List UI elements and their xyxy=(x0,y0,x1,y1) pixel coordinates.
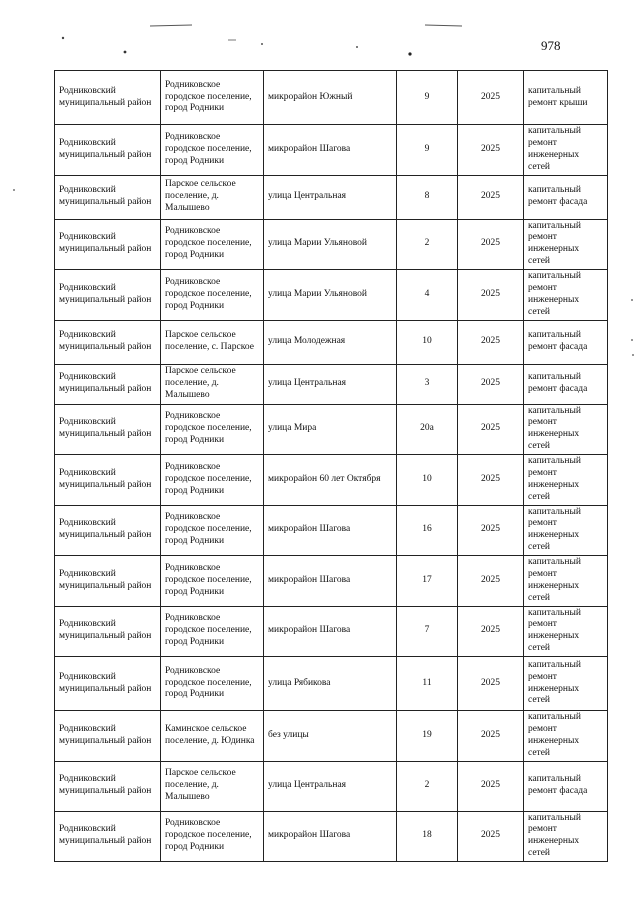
district-cell: Родниковский муниципальный район xyxy=(55,761,161,811)
year-cell: 2025 xyxy=(458,711,524,762)
house-number-cell: 7 xyxy=(397,606,458,657)
table-row xyxy=(55,320,608,364)
house-number-cell: 16 xyxy=(397,505,458,556)
work-type-cell: капитальный ремонт инженерных сетей xyxy=(524,556,608,607)
table-row xyxy=(55,606,608,657)
street-cell: микрорайон 60 лет Октября xyxy=(264,455,397,506)
year-cell: 2025 xyxy=(458,364,524,404)
district-cell: Родниковский муниципальный район xyxy=(55,455,161,506)
settlement-cell: Родниковское городское поселение, город Родники xyxy=(161,556,264,607)
house-number-cell: 9 xyxy=(397,125,458,176)
street-cell: без улицы xyxy=(264,711,397,762)
district-cell: Родниковский муниципальный район xyxy=(55,125,161,176)
scan-mark-dot xyxy=(356,46,358,48)
scan-mark-dot xyxy=(408,52,411,55)
district-cell: Родниковский муниципальный район xyxy=(55,556,161,607)
street-cell: улица Марии Ульяновой xyxy=(264,270,397,321)
settlement-cell: Родниковское городское поселение, город Родники xyxy=(161,455,264,506)
street-cell: улица Рябикова xyxy=(264,657,397,711)
year-cell: 2025 xyxy=(458,125,524,176)
district-cell: Родниковский муниципальный район xyxy=(55,811,161,862)
work-type-cell: капитальный ремонт инженерных сетей xyxy=(524,125,608,176)
year-cell: 2025 xyxy=(458,175,524,219)
work-type-cell: капитальный ремонт инженерных сетей xyxy=(524,270,608,321)
work-type-cell: капитальный ремонт инженерных сетей xyxy=(524,455,608,506)
settlement-cell: Родниковское городское поселение, город Родники xyxy=(161,606,264,657)
work-type-cell: капитальный ремонт инженерных сетей xyxy=(524,711,608,762)
work-type-cell: капитальный ремонт инженерных сетей xyxy=(524,404,608,455)
table-row xyxy=(55,404,608,455)
house-number-cell: 2 xyxy=(397,219,458,270)
work-type-cell: капитальный ремонт крыши xyxy=(524,71,608,125)
work-type-cell: капитальный ремонт инженерных сетей xyxy=(524,505,608,556)
table-row xyxy=(55,761,608,811)
street-cell: микрорайон Южный xyxy=(264,71,397,125)
house-number-cell: 17 xyxy=(397,556,458,607)
district-cell: Родниковский муниципальный район xyxy=(55,175,161,219)
scan-mark-dot xyxy=(631,299,633,301)
district-cell: Родниковский муниципальный район xyxy=(55,270,161,321)
settlement-cell: Родниковское городское поселение, город Родники xyxy=(161,505,264,556)
capital-repair-table xyxy=(54,70,608,862)
settlement-cell: Родниковское городское поселение, город Родники xyxy=(161,219,264,270)
table-row xyxy=(55,505,608,556)
street-cell: улица Мира xyxy=(264,404,397,455)
district-cell: Родниковский муниципальный район xyxy=(55,657,161,711)
work-type-cell: капитальный ремонт фасада xyxy=(524,175,608,219)
street-cell: микрорайон Шагова xyxy=(264,556,397,607)
work-type-cell: капитальный ремонт инженерных сетей xyxy=(524,811,608,862)
work-type-cell: капитальный ремонт фасада xyxy=(524,320,608,364)
house-number-cell: 8 xyxy=(397,175,458,219)
table-row xyxy=(55,455,608,506)
settlement-cell: Родниковское городское поселение, город Родники xyxy=(161,404,264,455)
table-row xyxy=(55,270,608,321)
year-cell: 2025 xyxy=(458,320,524,364)
house-number-cell: 2 xyxy=(397,761,458,811)
scan-mark-dot xyxy=(62,37,64,39)
street-cell: улица Марии Ульяновой xyxy=(264,219,397,270)
district-cell: Родниковский муниципальный район xyxy=(55,711,161,762)
settlement-cell: Родниковское городское поселение, город Родники xyxy=(161,125,264,176)
work-type-cell: капитальный ремонт инженерных сетей xyxy=(524,606,608,657)
street-cell: микрорайон Шагова xyxy=(264,811,397,862)
district-cell: Родниковский муниципальный район xyxy=(55,219,161,270)
settlement-cell: Родниковское городское поселение, город Родники xyxy=(161,270,264,321)
street-cell: микрорайон Шагова xyxy=(264,125,397,176)
scan-mark-dot xyxy=(13,189,15,191)
year-cell: 2025 xyxy=(458,657,524,711)
table-row xyxy=(55,125,608,176)
street-cell: улица Центральная xyxy=(264,175,397,219)
district-cell: Родниковский муниципальный район xyxy=(55,505,161,556)
house-number-cell: 19 xyxy=(397,711,458,762)
table-row xyxy=(55,175,608,219)
settlement-cell: Парское сельское поселение, д. Малышево xyxy=(161,364,264,404)
work-type-cell: капитальный ремонт инженерных сетей xyxy=(524,657,608,711)
work-type-cell: капитальный ремонт фасада xyxy=(524,761,608,811)
scan-mark-dot xyxy=(261,43,263,45)
table-row xyxy=(55,556,608,607)
year-cell: 2025 xyxy=(458,270,524,321)
district-cell: Родниковский муниципальный район xyxy=(55,364,161,404)
scan-mark-line xyxy=(425,25,462,26)
year-cell: 2025 xyxy=(458,556,524,607)
house-number-cell: 18 xyxy=(397,811,458,862)
year-cell: 2025 xyxy=(458,761,524,811)
street-cell: улица Молодежная xyxy=(264,320,397,364)
work-type-cell: капитальный ремонт инженерных сетей xyxy=(524,219,608,270)
table-body xyxy=(55,71,608,862)
table-row xyxy=(55,364,608,404)
table-row xyxy=(55,657,608,711)
district-cell: Родниковский муниципальный район xyxy=(55,320,161,364)
scan-mark-dot xyxy=(632,354,634,356)
street-cell: микрорайон Шагова xyxy=(264,606,397,657)
house-number-cell: 4 xyxy=(397,270,458,321)
house-number-cell: 10 xyxy=(397,455,458,506)
house-number-cell: 20а xyxy=(397,404,458,455)
street-cell: улица Центральная xyxy=(264,761,397,811)
district-cell: Родниковский муниципальный район xyxy=(55,606,161,657)
table-row xyxy=(55,811,608,862)
year-cell: 2025 xyxy=(458,455,524,506)
scan-mark-dot xyxy=(631,339,633,341)
page-number: 978 xyxy=(541,38,561,53)
settlement-cell: Парское сельское поселение, д. Малышево xyxy=(161,175,264,219)
table-row xyxy=(55,219,608,270)
table-row xyxy=(55,711,608,762)
house-number-cell: 3 xyxy=(397,364,458,404)
settlement-cell: Родниковское городское поселение, город Родники xyxy=(161,657,264,711)
settlement-cell: Родниковское городское поселение, город Родники xyxy=(161,71,264,125)
house-number-cell: 10 xyxy=(397,320,458,364)
street-cell: микрорайон Шагова xyxy=(264,505,397,556)
settlement-cell: Каминское сельское поселение, д. Юдинка xyxy=(161,711,264,762)
settlement-cell: Родниковское городское поселение, город Родники xyxy=(161,811,264,862)
settlement-cell: Парское сельское поселение, с. Парское xyxy=(161,320,264,364)
year-cell: 2025 xyxy=(458,219,524,270)
district-cell: Родниковский муниципальный район xyxy=(55,404,161,455)
scan-mark-line xyxy=(150,25,192,26)
district-cell: Родниковский муниципальный район xyxy=(55,71,161,125)
year-cell: 2025 xyxy=(458,811,524,862)
work-type-cell: капитальный ремонт фасада xyxy=(524,364,608,404)
year-cell: 2025 xyxy=(458,71,524,125)
year-cell: 2025 xyxy=(458,404,524,455)
house-number-cell: 11 xyxy=(397,657,458,711)
year-cell: 2025 xyxy=(458,505,524,556)
street-cell: улица Центральная xyxy=(264,364,397,404)
year-cell: 2025 xyxy=(458,606,524,657)
scan-mark-dot xyxy=(124,51,127,54)
house-number-cell: 9 xyxy=(397,71,458,125)
table-row xyxy=(55,71,608,125)
settlement-cell: Парское сельское поселение, д. Малышево xyxy=(161,761,264,811)
